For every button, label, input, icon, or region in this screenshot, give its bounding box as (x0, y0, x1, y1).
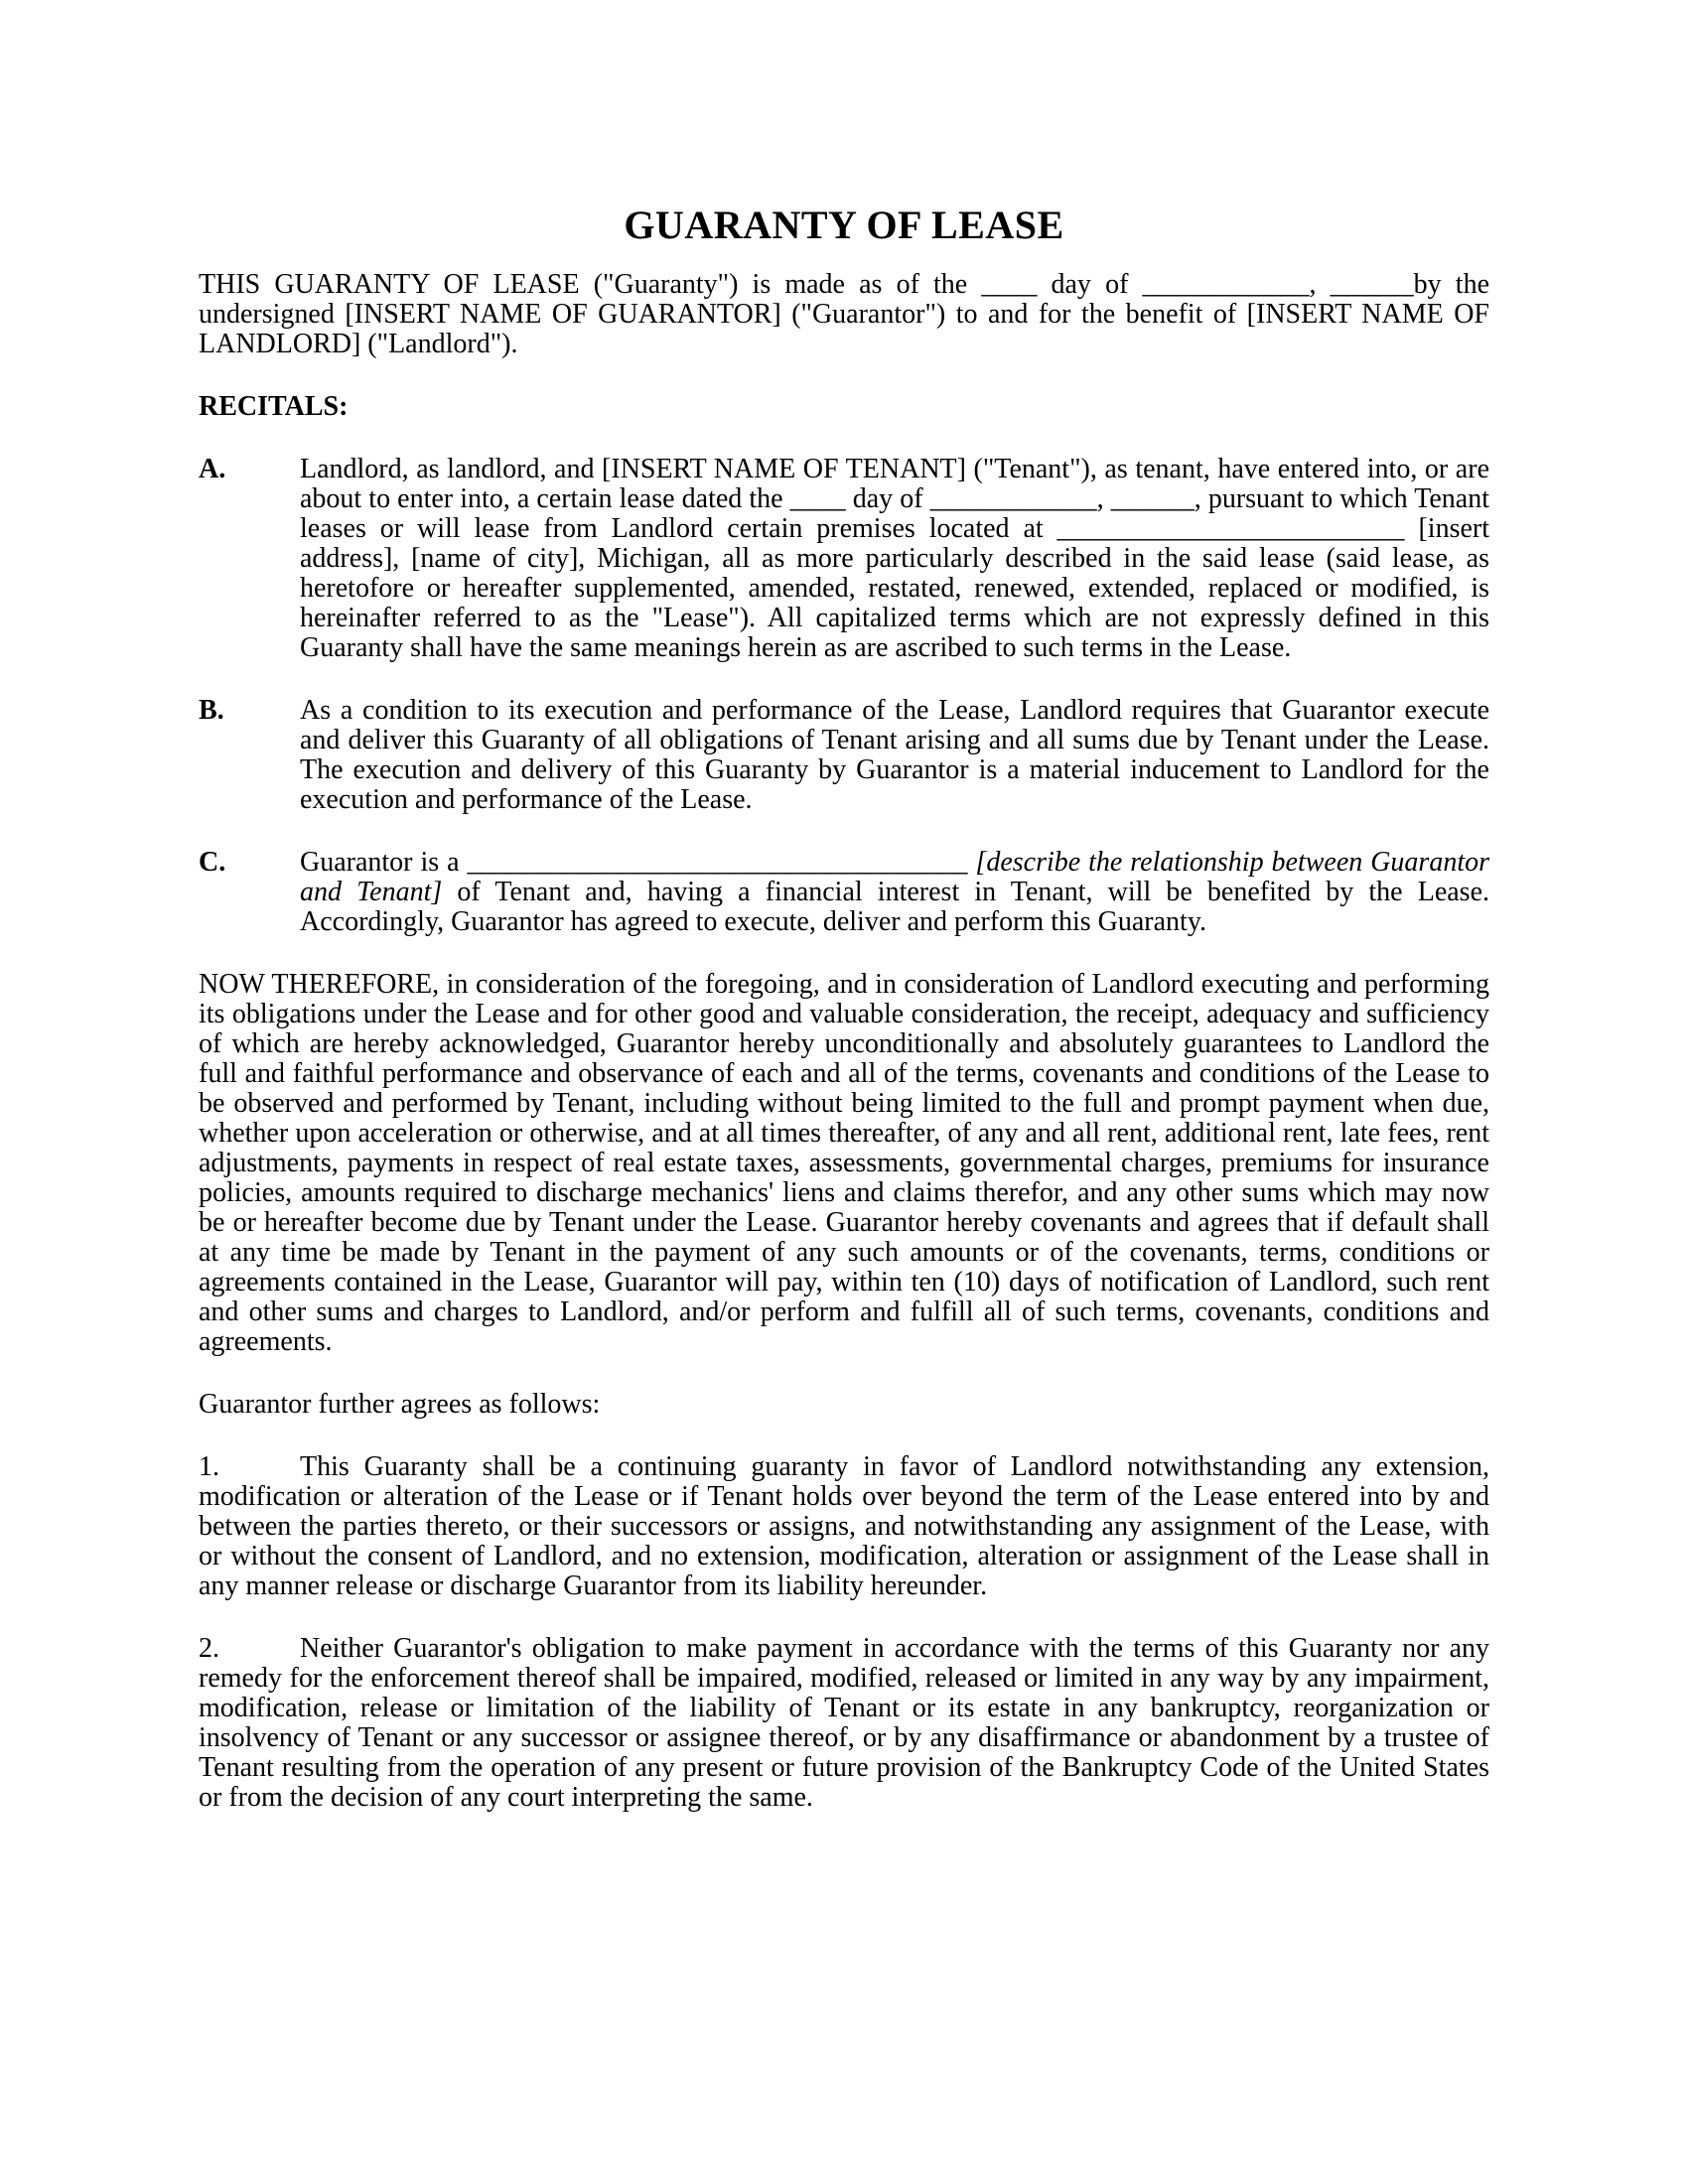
opening-paragraph: THIS GUARANTY OF LEASE ("Guaranty") is made as of the ____ day of ____________, ______by the undersigned [INSERT NAME OF GUARANTOR] ("Guarantor") to and for the benefit of [INSERT NAME OF LANDLORD] ("Landlord"). (199, 269, 1489, 359)
further-agrees-line: Guarantor further agrees as follows: (199, 1389, 601, 1420)
recital-c-italic-note: [describe the relationship between Guarantor and Tenant] (300, 847, 1490, 907)
recital-b (199, 696, 1489, 815)
now-therefore-paragraph: NOW THEREFORE, in consideration of the foregoing, and in consideration of Landlord executing and performing its obligations under the Lease and for other good and valuable consideration, the receipt, adequacy and sufficiency of which are hereby acknowledged, Guarantor hereby unconditionally and absolutely guarantees to Landlord the full and faithful performance and observance of each and all of the terms, covenants and conditions of the Lease to be observed and performed by Tenant, including without being limited to the full and prompt payment when due, whether upon acceleration or otherwise, and at all times thereafter, of any and all rent, additional rent, late fees, rent adjustments, payments in respect of real estate taxes, assessments, governmental charges, premiums for insurance policies, amounts required to discharge mechanics' liens and claims therefor, and any other sums which may now be or hereafter become due by Tenant under the Lease. Guarantor hereby covenants and agrees that if default shall at any time be made by Tenant in the payment of any such amounts or of the covenants, terms, conditions or agreements contained in the Lease, Guarantor will pay, within ten (10) days of notification of Landlord, such rent and other sums and charges to Landlord, and/or perform and fulfill all of such terms, covenants, conditions and agreements. (199, 969, 1489, 1357)
item-1-text: This Guaranty shall be a continuing guaranty in favor of Landlord notwithstanding any extension, modification or alteration of the Lease or if Tenant holds over beyond the term of the Lease entered into by and between the parties thereto, or their successors or assigns, and notwithstanding any assignment of the Lease, with or without the consent of Landlord, and no extension, modification, alteration or assignment of the Lease shall in any manner release or discharge Guarantor from its liability hereunder. (199, 1451, 1489, 1601)
recital-b-text: As a condition to its execution and performance of the Lease, Landlord requires that Guarantor execute and deliver this Guaranty of all obligations of Tenant arising and all sums due by Tenant under the Lease. The execution and delivery of this Guaranty by Guarantor is a material inducement to Landlord for the execution and performance of the Lease. (300, 695, 1489, 815)
recital-b-label: B. (199, 695, 224, 726)
recital-a-text: Landlord, as landlord, and [INSERT NAME OF TENANT] ("Tenant"), as tenant, have entered into, or are about to enter into, a certain lease dated the ____ day of ____________, ______, pursuant to which Tenant leases or will lease from Landlord certain premises located at _________________________ [insert address], [name of city], Michigan, all as more particularly described in the said lease (said lease, as heretofore or hereafter supplemented, amended, restated, renewed, extended, replaced or modified, is hereinafter referred to as the "Lease"). All capitalized terms which are not expressly defined in this Guaranty shall have the same meanings herein as are ascribed to such terms in the Lease. (300, 454, 1489, 663)
recital-a (199, 455, 1489, 663)
item-1 (199, 1452, 1489, 1601)
document-title: GUARANTY OF LEASE (624, 203, 1064, 247)
recital-c-label: C. (199, 847, 226, 878)
item-2-text: Neither Guarantor's obligation to make payment in accordance with the terms of this Guaranty nor any remedy for the enforcement thereof shall be impaired, modified, released or limited in any way by any impairment, modification, release or limitation of the liability of Tenant or its estate in any bankruptcy, reorganization or insolvency of Tenant or any successor or assignee thereof, or by any disaffirmance or abandonment by a trustee of Tenant resulting from the operation of any present or future provision of the Bankruptcy Code of the United States or from the decision of any court interpreting the same. (199, 1633, 1489, 1813)
recital-c-text (300, 848, 1489, 937)
recitals-heading: RECITALS: (199, 391, 349, 422)
recital-c-text-after: of Tenant and, having a financial interest in Tenant, will be benefited by the Lease. Accordingly, Guarantor has agreed to execute, deliver and perform this Guaranty. (300, 877, 1489, 937)
item-2 (199, 1634, 1489, 1813)
item-1-number: 1. (199, 1451, 219, 1482)
recital-c (199, 848, 1489, 937)
document-content (199, 202, 1489, 1845)
item-2-number: 2. (199, 1633, 219, 1664)
recital-c-text-before: Guarantor is a (300, 847, 468, 878)
recital-a-label: A. (199, 454, 226, 484)
recital-c-blank-line: ____________________________________ (467, 847, 968, 878)
